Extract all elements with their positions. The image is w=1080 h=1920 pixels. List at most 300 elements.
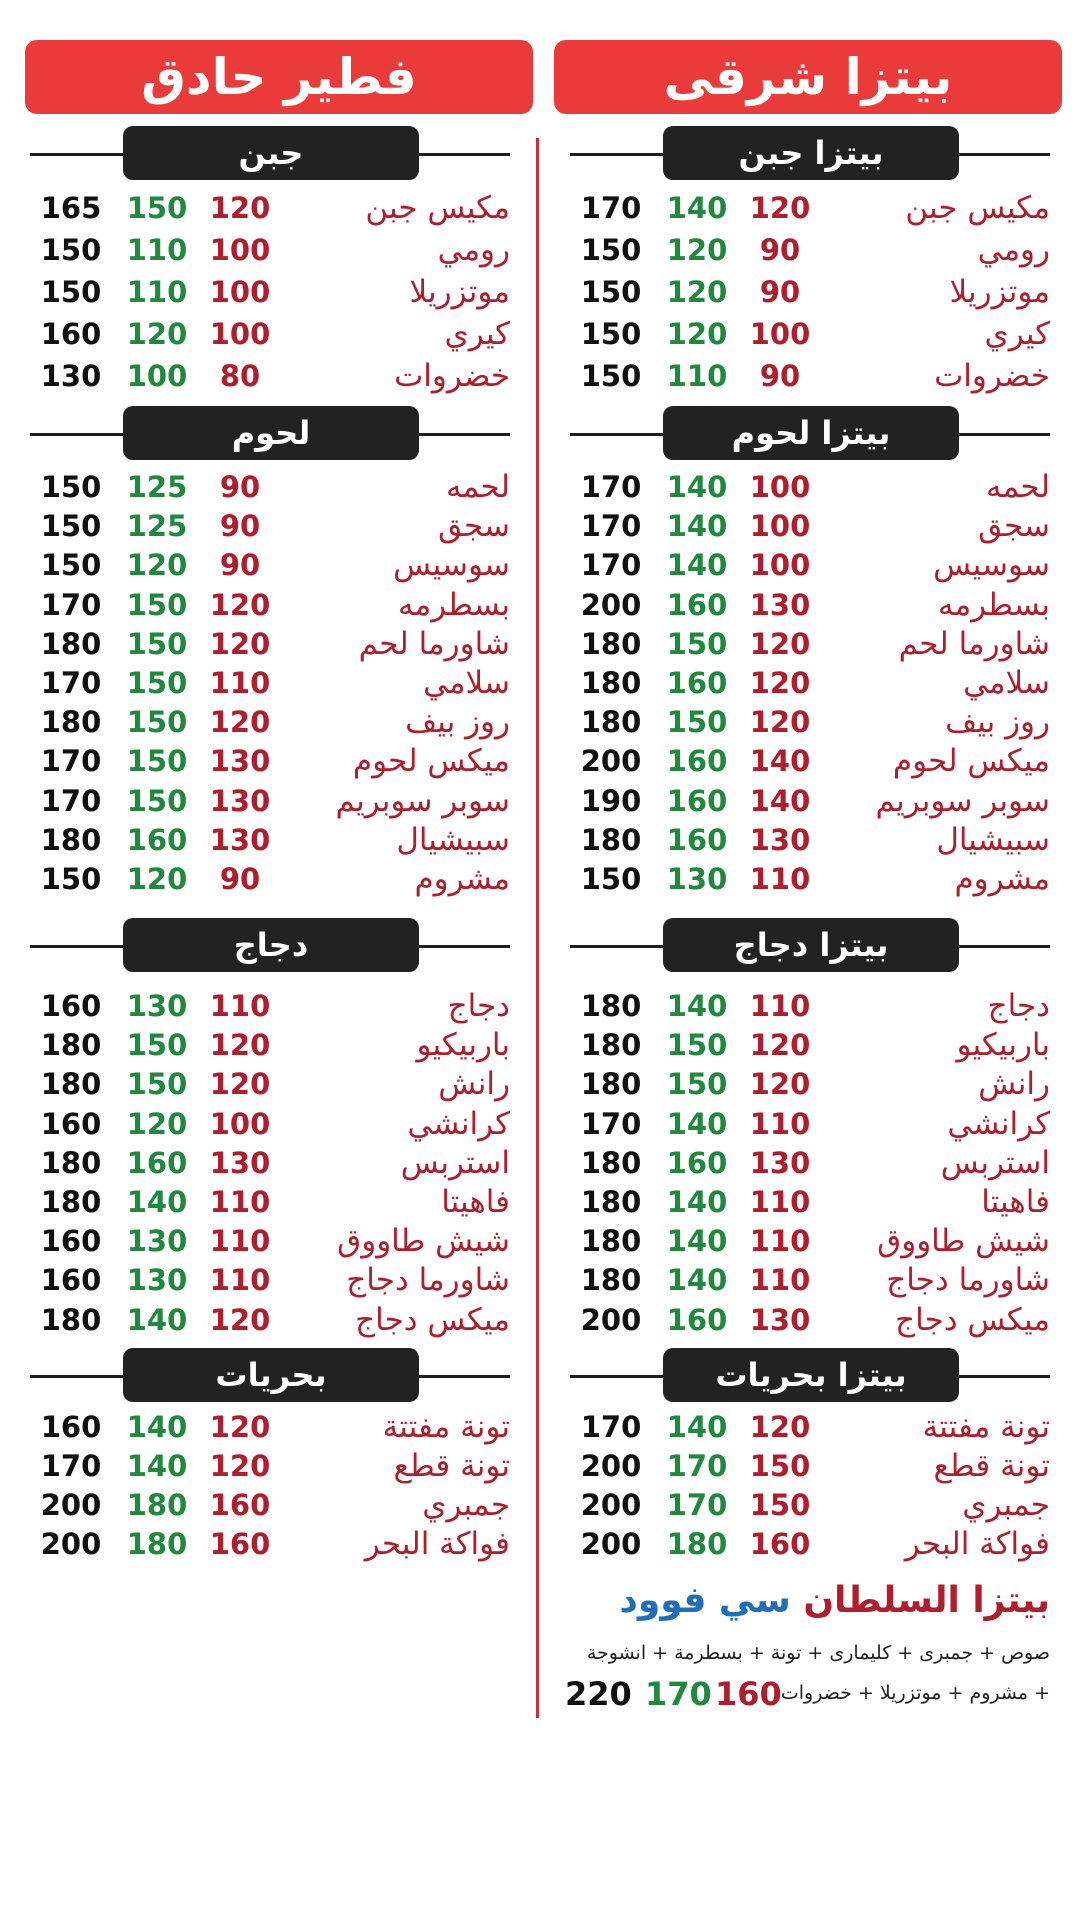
price-small: 90: [759, 275, 801, 309]
item-name: فواكة البحر: [904, 1526, 1050, 1562]
price-large: 180: [40, 627, 102, 661]
price-medium: 150: [666, 705, 728, 739]
price-medium: 150: [666, 627, 728, 661]
price-small: 110: [749, 1224, 811, 1258]
price-small: 130: [749, 1146, 811, 1180]
item-name: ميكس لحوم: [892, 743, 1050, 779]
price-large: 180: [580, 1185, 642, 1219]
item-name: دجاج: [447, 988, 510, 1024]
category-title: جبن: [123, 126, 419, 180]
category-header: [570, 126, 1050, 180]
price-large: 180: [580, 705, 642, 739]
price-medium: 140: [666, 989, 728, 1023]
item-name: بسطرمه: [937, 587, 1050, 623]
menu-item-row: [570, 1066, 1050, 1102]
menu-item-row: [30, 232, 510, 268]
price-small: 110: [749, 1263, 811, 1297]
price-medium: 120: [126, 548, 188, 582]
price-small: 150: [749, 1488, 811, 1522]
price-large: 160: [40, 1224, 102, 1258]
menu-item-row: [30, 1066, 510, 1102]
price-large: 180: [580, 1263, 642, 1297]
price-large: 160: [40, 1410, 102, 1444]
item-name: شاورما لحم: [898, 626, 1050, 662]
special-price-large: 220: [565, 1675, 632, 1713]
item-name: باربيكيو: [416, 1027, 510, 1063]
price-large: 170: [580, 548, 642, 582]
price-large: 160: [40, 317, 102, 351]
price-small: 110: [209, 989, 271, 1023]
price-large: 200: [580, 1527, 642, 1561]
special-price-medium: 170: [645, 1675, 712, 1713]
price-medium: 160: [666, 823, 728, 857]
category-title: بيتزا بحريات: [663, 1348, 959, 1402]
price-small: 100: [209, 317, 271, 351]
item-name: تونة مفتتة: [922, 1409, 1050, 1445]
price-medium: 150: [126, 744, 188, 778]
price-large: 150: [40, 862, 102, 896]
menu-item-row: [570, 587, 1050, 623]
price-medium: 125: [126, 470, 188, 504]
menu-item-row: [30, 1027, 510, 1063]
item-name: روز بيف: [945, 704, 1050, 740]
price-large: 150: [580, 862, 642, 896]
price-medium: 170: [666, 1488, 728, 1522]
category-title: دجاج: [123, 918, 419, 972]
price-medium: 140: [666, 1263, 728, 1297]
price-small: 120: [749, 1067, 811, 1101]
menu-item-row: [570, 783, 1050, 819]
price-small: 120: [209, 1449, 271, 1483]
item-name: ميكس دجاج: [895, 1302, 1050, 1338]
price-medium: 140: [666, 1185, 728, 1219]
price-small: 100: [749, 509, 811, 543]
menu-item-row: [30, 508, 510, 544]
item-name: باربيكيو: [956, 1027, 1050, 1063]
item-name: كيري: [444, 316, 510, 352]
price-medium: 160: [666, 744, 728, 778]
price-large: 150: [40, 509, 102, 543]
item-name: بسطرمه: [397, 587, 510, 623]
price-large: 170: [580, 509, 642, 543]
price-large: 180: [580, 1146, 642, 1180]
price-large: 170: [580, 1107, 642, 1141]
price-medium: 160: [666, 1303, 728, 1337]
price-medium: 150: [126, 588, 188, 622]
price-large: 200: [580, 1303, 642, 1337]
price-medium: 160: [666, 588, 728, 622]
price-small: 120: [209, 627, 271, 661]
special-title-main: بيتزا السلطان: [803, 1580, 1050, 1621]
price-small: 90: [219, 548, 261, 582]
item-name: استربس: [940, 1145, 1050, 1181]
item-name: كرانشي: [407, 1106, 510, 1142]
price-small: 130: [209, 744, 271, 778]
price-large: 180: [580, 1224, 642, 1258]
special-ingredients-line2: + مشروم + موتزريلا + خضروات: [780, 1682, 1050, 1704]
price-large: 150: [40, 470, 102, 504]
special-title-brand: سي فوود: [619, 1580, 791, 1621]
price-medium: 160: [666, 666, 728, 700]
item-name: سجق: [978, 508, 1050, 544]
price-large: 165: [40, 191, 102, 225]
special-ingredients-line1: صوص + جمبرى + كليمارى + تونة + بسطرمة + انشوجة: [586, 1642, 1050, 1664]
price-small: 110: [749, 1107, 811, 1141]
menu-item-row: [30, 587, 510, 623]
item-name: مكيس جبن: [905, 190, 1050, 226]
price-large: 170: [580, 191, 642, 225]
menu-item-row: [570, 1409, 1050, 1445]
item-name: لحمه: [986, 469, 1050, 505]
price-medium: 120: [126, 862, 188, 896]
item-name: لحمه: [446, 469, 510, 505]
price-small: 120: [209, 705, 271, 739]
price-small: 120: [749, 1028, 811, 1062]
menu-item-row: [570, 1027, 1050, 1063]
category-title: بيتزا دجاج: [663, 918, 959, 972]
item-name: تونة قطع: [933, 1448, 1050, 1484]
price-medium: 150: [666, 1067, 728, 1101]
price-large: 180: [40, 1067, 102, 1101]
price-medium: 160: [126, 1146, 188, 1180]
price-small: 100: [209, 275, 271, 309]
price-large: 180: [40, 1146, 102, 1180]
menu-item-row: [570, 743, 1050, 779]
menu-item-row: [570, 1262, 1050, 1298]
price-large: 180: [40, 1028, 102, 1062]
menu-item-row: [30, 704, 510, 740]
price-large: 160: [40, 1263, 102, 1297]
price-small: 120: [749, 705, 811, 739]
item-name: سجق: [438, 508, 510, 544]
menu-item-row: [30, 274, 510, 310]
price-small: 100: [209, 233, 271, 267]
menu-item-row: [570, 1302, 1050, 1338]
item-name: سبيشيال: [396, 822, 510, 858]
item-name: مشروم: [954, 861, 1050, 897]
menu-item-row: [30, 743, 510, 779]
item-name: سوسيس: [393, 547, 510, 583]
menu-item-row: [30, 1302, 510, 1338]
item-name: مشروم: [414, 861, 510, 897]
item-name: ميكس دجاج: [355, 1302, 510, 1338]
price-large: 170: [40, 588, 102, 622]
item-name: خضروات: [934, 358, 1050, 394]
menu-item-row: [570, 704, 1050, 740]
item-name: فاهيتا: [441, 1184, 510, 1220]
price-small: 120: [209, 1028, 271, 1062]
price-large: 130: [40, 359, 102, 393]
category-header: [30, 918, 510, 972]
special-prices: [565, 1672, 795, 1716]
price-medium: 130: [126, 1224, 188, 1258]
price-small: 120: [749, 627, 811, 661]
price-small: 130: [209, 1146, 271, 1180]
price-medium: 140: [126, 1410, 188, 1444]
price-medium: 130: [126, 1263, 188, 1297]
price-medium: 120: [666, 317, 728, 351]
menu-item-row: [570, 1487, 1050, 1523]
item-name: تونة قطع: [393, 1448, 510, 1484]
category-title: لحوم: [123, 406, 419, 460]
item-name: شاورما لحم: [358, 626, 510, 662]
item-name: رومي: [437, 232, 510, 268]
menu-item-row: [30, 1526, 510, 1562]
price-large: 190: [580, 784, 642, 818]
price-large: 160: [40, 1107, 102, 1141]
price-medium: 150: [126, 191, 188, 225]
menu-item-row: [30, 1223, 510, 1259]
price-medium: 170: [666, 1449, 728, 1483]
category-title: بيتزا جبن: [663, 126, 959, 180]
price-medium: 150: [126, 1028, 188, 1062]
price-medium: 150: [126, 627, 188, 661]
menu-item-row: [30, 1409, 510, 1445]
price-large: 180: [580, 627, 642, 661]
item-name: تونة مفتتة: [382, 1409, 510, 1445]
category-header: [30, 406, 510, 460]
price-large: 180: [40, 705, 102, 739]
price-small: 120: [209, 1410, 271, 1444]
price-small: 120: [749, 1410, 811, 1444]
price-medium: 110: [126, 233, 188, 267]
column-divider: [536, 138, 539, 1718]
menu-item-row: [30, 1145, 510, 1181]
price-medium: 120: [126, 317, 188, 351]
price-small: 130: [749, 588, 811, 622]
price-medium: 180: [126, 1527, 188, 1561]
menu-item-row: [570, 1526, 1050, 1562]
item-name: كرانشي: [947, 1106, 1050, 1142]
category-header: [570, 1348, 1050, 1402]
menu-item-row: [570, 665, 1050, 701]
price-large: 170: [580, 470, 642, 504]
price-medium: 140: [126, 1303, 188, 1337]
price-medium: 140: [666, 1410, 728, 1444]
item-name: سوسيس: [933, 547, 1050, 583]
price-medium: 140: [666, 470, 728, 504]
item-name: سبيشيال: [936, 822, 1050, 858]
item-name: رومي: [977, 232, 1050, 268]
price-large: 180: [580, 1067, 642, 1101]
menu-item-row: [30, 1448, 510, 1484]
price-medium: 140: [666, 548, 728, 582]
price-medium: 120: [666, 233, 728, 267]
menu-item-row: [30, 469, 510, 505]
price-large: 180: [580, 666, 642, 700]
price-medium: 150: [126, 784, 188, 818]
price-small: 120: [209, 191, 271, 225]
price-medium: 140: [666, 191, 728, 225]
price-large: 150: [580, 359, 642, 393]
price-small: 110: [209, 1224, 271, 1258]
item-name: ميكس لحوم: [352, 743, 510, 779]
price-medium: 160: [666, 784, 728, 818]
item-name: شاورما دجاج: [886, 1262, 1050, 1298]
menu-item-row: [570, 861, 1050, 897]
menu-item-row: [30, 783, 510, 819]
item-name: فاهيتا: [981, 1184, 1050, 1220]
price-medium: 140: [666, 1224, 728, 1258]
menu-item-row: [570, 626, 1050, 662]
banner-savory-pie: فطير حادق: [25, 40, 533, 114]
price-large: 200: [580, 588, 642, 622]
price-small: 160: [209, 1488, 271, 1522]
price-small: 80: [219, 359, 261, 393]
price-medium: 130: [666, 862, 728, 896]
menu-item-row: [570, 1145, 1050, 1181]
price-large: 180: [580, 823, 642, 857]
price-small: 90: [219, 509, 261, 543]
price-small: 110: [209, 1185, 271, 1219]
menu-item-row: [30, 547, 510, 583]
item-name: جمبري: [422, 1487, 510, 1523]
price-medium: 120: [666, 275, 728, 309]
menu-item-row: [570, 822, 1050, 858]
price-small: 120: [209, 1067, 271, 1101]
price-small: 120: [749, 191, 811, 225]
price-large: 170: [580, 1410, 642, 1444]
menu-item-row: [30, 988, 510, 1024]
item-name: رانش: [978, 1066, 1050, 1102]
category-title: بحريات: [123, 1348, 419, 1402]
price-small: 160: [749, 1527, 811, 1561]
item-name: جمبري: [962, 1487, 1050, 1523]
price-large: 180: [580, 1028, 642, 1062]
price-small: 90: [759, 359, 801, 393]
price-small: 110: [749, 1185, 811, 1219]
price-large: 200: [580, 744, 642, 778]
menu-item-row: [30, 626, 510, 662]
menu-item-row: [570, 1448, 1050, 1484]
price-medium: 180: [126, 1488, 188, 1522]
price-medium: 120: [126, 1107, 188, 1141]
price-small: 120: [209, 1303, 271, 1337]
price-medium: 140: [126, 1185, 188, 1219]
category-header: [30, 126, 510, 180]
item-name: سلامي: [423, 665, 510, 701]
price-medium: 100: [126, 359, 188, 393]
menu-item-row: [570, 508, 1050, 544]
price-small: 130: [209, 784, 271, 818]
price-small: 110: [209, 666, 271, 700]
menu-item-row: [30, 665, 510, 701]
price-small: 120: [749, 666, 811, 700]
menu-item-row: [570, 1106, 1050, 1142]
price-small: 90: [219, 470, 261, 504]
item-name: دجاج: [987, 988, 1050, 1024]
special-price-small: 160: [715, 1675, 782, 1713]
item-name: سلامي: [963, 665, 1050, 701]
menu-item-row: [30, 1184, 510, 1220]
price-medium: 125: [126, 509, 188, 543]
price-small: 150: [749, 1449, 811, 1483]
price-large: 150: [580, 275, 642, 309]
menu-item-row: [30, 1262, 510, 1298]
menu-item-row: [30, 316, 510, 352]
price-large: 180: [580, 989, 642, 1023]
price-large: 170: [40, 744, 102, 778]
price-small: 110: [749, 989, 811, 1023]
price-medium: 110: [126, 275, 188, 309]
price-large: 180: [40, 1303, 102, 1337]
price-small: 130: [209, 823, 271, 857]
item-name: روز بيف: [405, 704, 510, 740]
category-header: [570, 918, 1050, 972]
menu-item-row: [30, 190, 510, 226]
price-medium: 130: [126, 989, 188, 1023]
price-small: 120: [209, 588, 271, 622]
price-medium: 110: [666, 359, 728, 393]
price-medium: 140: [666, 509, 728, 543]
special-title: [619, 1580, 1050, 1621]
menu-item-row: [30, 861, 510, 897]
price-medium: 160: [126, 823, 188, 857]
price-large: 170: [40, 666, 102, 700]
menu-item-row: [570, 274, 1050, 310]
price-small: 160: [209, 1527, 271, 1561]
menu-item-row: [570, 1223, 1050, 1259]
price-large: 150: [40, 275, 102, 309]
price-large: 170: [40, 1449, 102, 1483]
price-small: 130: [749, 823, 811, 857]
menu-item-row: [30, 1487, 510, 1523]
price-large: 200: [40, 1488, 102, 1522]
price-medium: 160: [666, 1146, 728, 1180]
price-small: 100: [749, 317, 811, 351]
price-small: 110: [749, 862, 811, 896]
item-name: فواكة البحر: [364, 1526, 510, 1562]
price-large: 150: [580, 317, 642, 351]
price-small: 110: [209, 1263, 271, 1297]
price-large: 180: [40, 823, 102, 857]
menu-item-row: [570, 547, 1050, 583]
item-name: شيش طاووق: [877, 1223, 1050, 1259]
banner-oriental-pizza: بيتزا شرقى: [554, 40, 1062, 114]
item-name: موتزريلا: [949, 274, 1050, 310]
price-small: 140: [749, 744, 811, 778]
price-large: 200: [40, 1527, 102, 1561]
price-small: 130: [749, 1303, 811, 1337]
item-name: مكيس جبن: [365, 190, 510, 226]
price-medium: 150: [126, 705, 188, 739]
price-large: 150: [40, 548, 102, 582]
menu-item-row: [570, 316, 1050, 352]
item-name: خضروات: [394, 358, 510, 394]
price-medium: 150: [126, 1067, 188, 1101]
menu-item-row: [570, 1184, 1050, 1220]
category-header: [570, 406, 1050, 460]
menu-item-row: [570, 190, 1050, 226]
price-large: 150: [40, 233, 102, 267]
menu-item-row: [570, 988, 1050, 1024]
category-title: بيتزا لحوم: [663, 406, 959, 460]
category-header: [30, 1348, 510, 1402]
item-name: كيري: [984, 316, 1050, 352]
menu-item-row: [30, 358, 510, 394]
item-name: شيش طاووق: [337, 1223, 510, 1259]
price-large: 180: [40, 1185, 102, 1219]
price-medium: 150: [126, 666, 188, 700]
menu-item-row: [570, 469, 1050, 505]
item-name: سوبر سوبريم: [335, 783, 510, 819]
item-name: استربس: [400, 1145, 510, 1181]
price-large: 200: [580, 1488, 642, 1522]
price-medium: 140: [666, 1107, 728, 1141]
price-small: 100: [209, 1107, 271, 1141]
price-small: 90: [759, 233, 801, 267]
menu-item-row: [570, 232, 1050, 268]
